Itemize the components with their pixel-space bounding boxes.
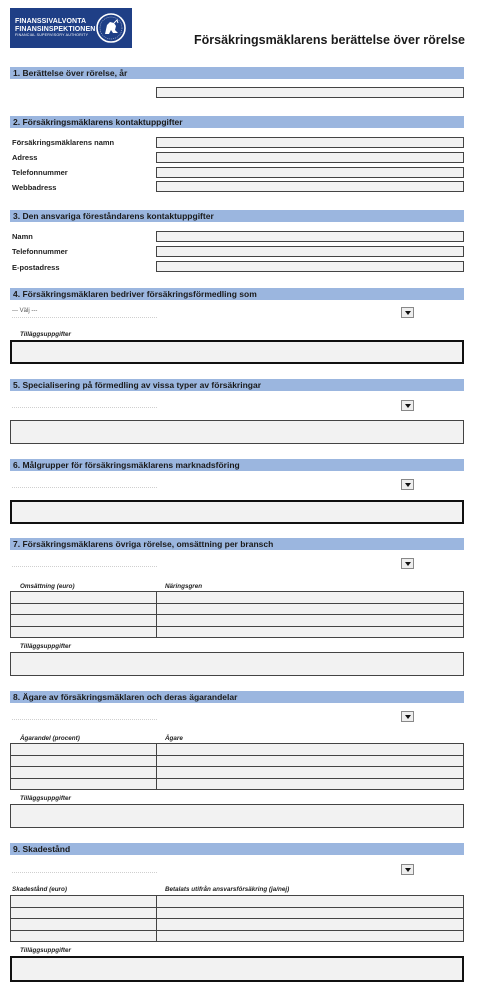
section-8-header: 8. Ägare av försäkringsmäklaren och deras ägarandelar xyxy=(10,691,464,703)
manager-phone-field[interactable] xyxy=(156,246,464,257)
table-row xyxy=(11,615,464,627)
column-header-insurance-paid: Betalats utifrån ansvarsförsäkring (ja/nej) xyxy=(165,886,290,893)
chevron-down-icon[interactable] xyxy=(401,307,414,318)
other-business-textarea[interactable] xyxy=(10,652,464,676)
table-cell[interactable] xyxy=(11,626,157,638)
damages-textarea[interactable] xyxy=(10,956,464,982)
field-label-phone: Telefonnummer xyxy=(12,168,68,177)
chevron-down-icon[interactable] xyxy=(401,400,414,411)
chevron-down-icon[interactable] xyxy=(401,558,414,569)
target-group-select[interactable] xyxy=(12,478,157,488)
table-cell[interactable] xyxy=(157,930,464,942)
table-row xyxy=(11,755,464,767)
table-cell[interactable] xyxy=(157,626,464,638)
logo-line-2: FINANSINSPEKTIONEN xyxy=(15,25,96,33)
table-cell[interactable] xyxy=(157,744,464,756)
owners-textarea[interactable] xyxy=(10,804,464,828)
lion-seal-icon xyxy=(95,11,127,45)
chevron-down-icon[interactable] xyxy=(401,864,414,875)
specialisation-textarea[interactable] xyxy=(10,420,464,444)
section-9-header: 9. Skadestånd xyxy=(10,843,464,855)
field-label-manager-phone: Telefonnummer xyxy=(12,247,68,256)
section-6-header: 6. Målgrupper för försäkringsmäklarens marknadsföring xyxy=(10,459,464,471)
table-row xyxy=(11,778,464,790)
table-cell[interactable] xyxy=(11,778,157,790)
table-cell[interactable] xyxy=(11,592,157,604)
table-cell[interactable] xyxy=(157,907,464,919)
table-row xyxy=(11,603,464,615)
extra-info-textarea[interactable] xyxy=(10,340,464,364)
owners-table xyxy=(10,743,464,790)
logo xyxy=(10,8,132,48)
table-cell[interactable] xyxy=(157,615,464,627)
specialisation-select[interactable] xyxy=(12,398,157,408)
section-1-header: 1. Berättelse över rörelse, år xyxy=(10,67,464,79)
table-cell[interactable] xyxy=(11,767,157,779)
section-2-header: 2. Försäkringsmäklarens kontaktuppgifter xyxy=(10,116,464,128)
table-row xyxy=(11,907,464,919)
owners-select[interactable] xyxy=(12,710,157,720)
table-cell[interactable] xyxy=(157,755,464,767)
other-business-select[interactable] xyxy=(12,557,157,567)
section-4-header: 4. Försäkringsmäklaren bedriver försäkringsförmedling som xyxy=(10,288,464,300)
damages-table xyxy=(10,895,464,942)
table-row xyxy=(11,896,464,908)
table-cell[interactable] xyxy=(157,778,464,790)
year-field[interactable] xyxy=(156,87,464,98)
table-row xyxy=(11,767,464,779)
column-header-industry: Näringsgren xyxy=(165,583,203,590)
broker-name-field[interactable] xyxy=(156,137,464,148)
website-field[interactable] xyxy=(156,181,464,192)
table-row xyxy=(11,744,464,756)
table-cell[interactable] xyxy=(157,896,464,908)
table-cell[interactable] xyxy=(11,615,157,627)
section-7-header: 7. Försäkringsmäklarens övriga rörelse, omsättning per bransch xyxy=(10,538,464,550)
table-cell[interactable] xyxy=(11,755,157,767)
target-group-textarea[interactable] xyxy=(10,500,464,524)
chevron-down-icon[interactable] xyxy=(401,479,414,490)
table-cell[interactable] xyxy=(11,907,157,919)
table-cell[interactable] xyxy=(11,919,157,931)
column-header-turnover: Omsättning (euro) xyxy=(20,583,75,590)
column-header-damages: Skadestånd (euro) xyxy=(12,886,67,893)
table-cell[interactable] xyxy=(157,919,464,931)
manager-email-field[interactable] xyxy=(156,261,464,272)
extra-info-label: Tilläggsuppgifter xyxy=(20,643,71,650)
column-header-ownership: Ägarandel (procent) xyxy=(20,735,80,742)
section-5-header: 5. Specialisering på förmedling av vissa typer av försäkringar xyxy=(10,379,464,391)
table-cell[interactable] xyxy=(11,744,157,756)
damages-select[interactable] xyxy=(12,863,157,873)
field-label-name: Namn xyxy=(12,232,33,241)
table-cell[interactable] xyxy=(11,930,157,942)
section-3-header: 3. Den ansvariga föreståndarens kontaktuppgifter xyxy=(10,210,464,222)
turnover-table xyxy=(10,591,464,638)
table-row xyxy=(11,626,464,638)
logo-line-3: FINANCIAL SUPERVISORY AUTHORITY xyxy=(15,32,89,37)
address-field[interactable] xyxy=(156,152,464,163)
table-cell[interactable] xyxy=(11,896,157,908)
table-row xyxy=(11,592,464,604)
column-header-owner: Ägare xyxy=(165,735,183,742)
table-cell[interactable] xyxy=(157,603,464,615)
phone-field[interactable] xyxy=(156,167,464,178)
table-cell[interactable] xyxy=(157,767,464,779)
intermediation-select[interactable]: --- Välj --- xyxy=(12,308,157,318)
chevron-down-icon[interactable] xyxy=(401,711,414,722)
extra-info-label: Tilläggsuppgifter xyxy=(20,947,71,954)
logo-line-1: FINANSSIVALVONTA xyxy=(15,18,87,26)
table-row xyxy=(11,930,464,942)
field-label-email: E-postadress xyxy=(12,263,60,272)
extra-info-label: Tilläggsuppgifter xyxy=(20,331,71,338)
table-cell[interactable] xyxy=(157,592,464,604)
page-title: Försäkringsmäklarens berättelse över rörelse xyxy=(194,33,465,47)
field-label-address: Adress xyxy=(12,153,38,162)
table-row xyxy=(11,919,464,931)
manager-name-field[interactable] xyxy=(156,231,464,242)
field-label-website: Webbadress xyxy=(12,183,57,192)
extra-info-label: Tilläggsuppgifter xyxy=(20,795,71,802)
field-label-broker-name: Försäkringsmäklarens namn xyxy=(12,138,115,147)
table-cell[interactable] xyxy=(11,603,157,615)
